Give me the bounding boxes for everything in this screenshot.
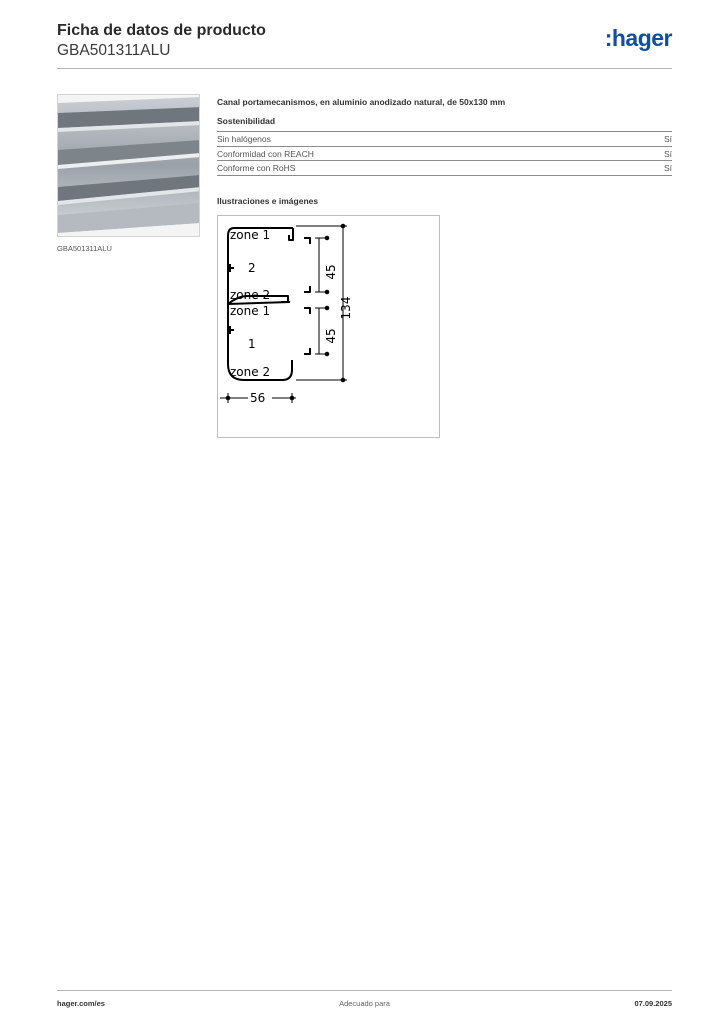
upper-height-dimension-label: 45 <box>324 264 338 280</box>
zone-1-top-label: zone 1 <box>230 228 271 242</box>
zone-1-middle-label: zone 1 <box>230 304 271 318</box>
lower-height-dimension-label: 45 <box>324 328 338 344</box>
sustainability-table <box>217 131 672 176</box>
zone-2-middle-label: zone 2 <box>230 288 271 302</box>
row-value: Sí <box>663 163 672 173</box>
document-footer <box>57 990 672 1014</box>
row-label: Conforme con RoHS <box>217 163 296 173</box>
zone-2-bottom-label: zone 2 <box>230 365 271 379</box>
table-row <box>217 147 672 162</box>
compartment-1-label: 1 <box>248 337 256 351</box>
footer-date: 07.09.2025 <box>634 999 672 1008</box>
width-dimension-label: 56 <box>250 391 266 405</box>
row-value: Sí <box>663 134 672 144</box>
photo-caption: GBA501311ALU <box>57 244 112 253</box>
document-title: Ficha de datos de producto <box>57 22 266 39</box>
trunking-profile-drawing <box>218 216 439 437</box>
hager-logo: :hager <box>604 25 672 51</box>
row-value: Sí <box>663 148 672 159</box>
row-label: Sin halógenos <box>217 134 271 144</box>
document-header <box>57 21 672 69</box>
footer-suitability-text: Adecuado para <box>339 999 390 1008</box>
cross-section-diagram <box>217 215 440 438</box>
product-photo <box>57 94 200 237</box>
table-row <box>217 132 672 147</box>
table-row <box>217 161 672 176</box>
product-code: GBA501311ALU <box>57 42 171 59</box>
product-description: Canal portamecanismos, en aluminio anodizado natural, de 50x130 mm <box>217 97 506 107</box>
row-label: Conformidad con REACH <box>217 148 314 159</box>
trunking-photo-graphic <box>58 95 200 237</box>
total-height-dimension-label: 134 <box>339 296 353 320</box>
sustainability-heading: Sostenibilidad <box>217 116 276 126</box>
compartment-2-label: 2 <box>248 261 256 275</box>
website-link[interactable]: hager.com/es <box>57 999 105 1008</box>
illustrations-heading: Ilustraciones e imágenes <box>217 196 319 206</box>
